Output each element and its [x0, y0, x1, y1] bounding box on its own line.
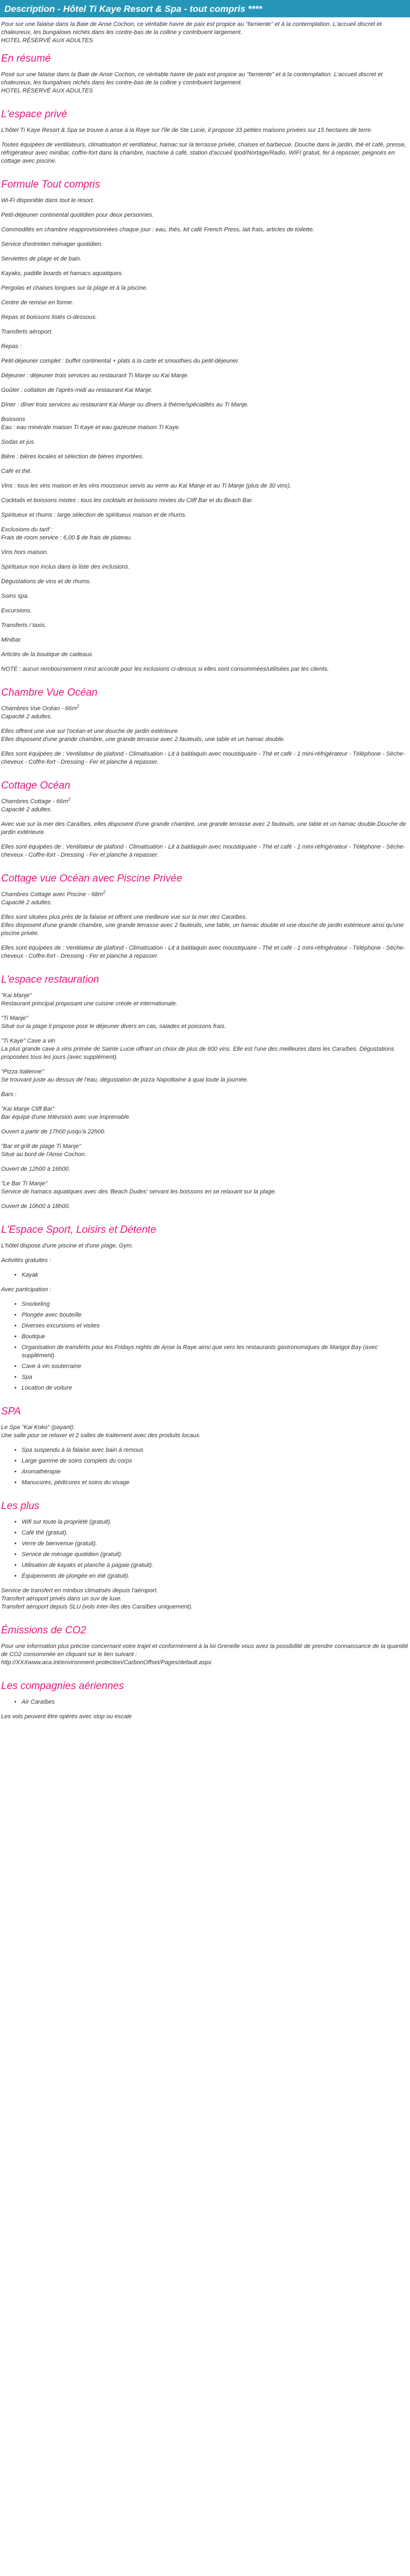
airlines-heading: Les compagnies aériennes — [1, 1680, 124, 1692]
free-activities-label: Activités gratuites : — [1, 1257, 51, 1264]
all-inclusive-line: Service d'entretien ménager quotidien. — [1, 241, 103, 248]
room-size-capacity — [1, 891, 409, 907]
all-inclusive-line: Spiritueux non inclus dans la liste des inclusions. — [1, 564, 130, 570]
all-inclusive-line: Déjeuner : déjeuner trois services au restaurant Ti Manje ou Kai Manje. — [1, 372, 189, 379]
extra-item: • Service de ménage quotidien (gratuit). — [22, 1551, 409, 1559]
room-size: Chambres Cottage - 66m — [1, 798, 68, 805]
private-space-equipment: Toutes équipées de ventilateurs, climatisation et ventilateur, hamac sur la terrasse privée, chaises et barbecue. Douche dans le jardin, thé et café, presse, réfrigérateur avec minibar, coffre-fort dans la chambre, machine à café, station d'accueil Ipod/Nortage/Radio, WIFI gratuit, fer à repasser, peignoirs en cottage avec piscine. — [1, 142, 406, 164]
summary-heading: En résumé — [1, 53, 51, 64]
all-inclusive-line: Café et thé. — [1, 468, 32, 475]
room-heading: Cottage vue Océan avec Piscine Privée — [1, 873, 182, 884]
extra-item: • Équipements de plongée en été (gratuit). — [22, 1572, 409, 1580]
paid-activity-item: • Spa — [22, 1373, 409, 1382]
all-inclusive-line: NOTE : aucun remboursement n'est accordé pour les inclusions ci-dessus si elles sont consommées/utilisées par les clients. — [1, 666, 329, 672]
private-space-intro: L'hôtel Ti Kaye Resort & Spa se trouve à anse à la Raye sur l'île de Ste Lucie, il propose 33 petites maisons privées sur 15 hectares de terre. — [1, 127, 373, 134]
restaurant-paragraph: "Le Bar Ti Manje" Service de hamacs aquatiques avec des 'Beach Dudes' servant les boissons en se relaxant sur la plage. — [1, 1180, 276, 1195]
spa-intro: Le Spa "Kai Koko" (payant): Une salle pour se relaxer et 2 salles de traitement avec des produits locaux. — [1, 1424, 201, 1439]
all-inclusive-line: Commodités en chambre réapprovisionnées chaque jour : eau, thés, kit café French Press, lait frais, articles de toilette. — [1, 226, 315, 233]
restaurant-paragraph: "Kai Manje" Restaurant principal proposant une cuisine créole et internationale. — [1, 992, 177, 1007]
restaurant-paragraph: "Ti Manje" Situé sur la plage il propose pour le déjeuner divers en cas, salades et poissons frais. — [1, 1015, 226, 1030]
all-inclusive-line: Dégustations de vins et de rhums. — [1, 578, 91, 585]
all-inclusive-line: Repas : — [1, 343, 22, 350]
paid-activity-item: • Location de voiture — [22, 1384, 409, 1392]
all-inclusive-line: Petit-déjeuner complet : buffet continental + plats à la carte et smoothies du petit-déjeuner. — [1, 358, 240, 364]
all-inclusive-line: Transferts aéroport. — [1, 329, 53, 335]
co2-text: Pour une information plus précise concernant votre trajet et conformément à la loi Grenelle vous avez la possibilité de prendre connaissance de la quantité de CO2 consommée en cliquant sur le lien suivant : http://XXXwww.aca.int/environment-protection/CarbonOffset/Pages/default.aspx — [1, 1643, 408, 1666]
extras-heading: Les plus — [1, 1500, 39, 1512]
page-title: Description - Hôtel Ti Kaye Resort & Spa - tout compris **** — [0, 0, 410, 17]
room-heading: Chambre Vue Océan — [1, 687, 98, 698]
extra-item: • Café thé (gratuit). — [22, 1529, 409, 1537]
spa-item: • Aromathérapie — [22, 1468, 409, 1476]
airlines-note: Les vols peuvent être opérés avec stop ou escale — [1, 1713, 132, 1720]
all-inclusive-line: Spiritueux et rhums : large sélection de spiritueux maison et de rhums. — [1, 512, 187, 518]
paid-activities-list — [1, 1300, 409, 1392]
all-inclusive-line: Goûter : collation de l'après-midi au restaurant Kai Manje. — [1, 387, 153, 393]
all-inclusive-line: Vins hors maison. — [1, 549, 49, 556]
room-size-unit: 2 — [76, 704, 80, 709]
all-inclusive-line: Articles de la boutique de cadeaux. — [1, 651, 94, 658]
adults-only-note: HOTEL RÉSERVÉ AUX ADULTES — [1, 88, 93, 94]
all-inclusive-line: Petit-déjeuner continental quotidien pour deux personnes. — [1, 212, 154, 218]
airline-item: • Air Caraïbes — [22, 1698, 409, 1706]
restaurant-paragraph: Ouvert de 12h00 à 16h00. — [1, 1166, 70, 1172]
room-description: Avec vue sur la mer des Caraïbes, elles disposent d'une grande chambre, une grande terrasse avec 2 fauteuils, une table et un hamac double.Douche de jardin extérieure. — [1, 821, 406, 836]
all-inclusive-line: Cocktails et boissons mixtes : tous les cocktails et boissons mixtes du Cliff Bar et du Beach Bar. — [1, 497, 254, 504]
all-inclusive-line: Centre de remise en forme. — [1, 299, 74, 306]
restaurant-paragraph: "Ti Kaye" Cave a vin La plus grande cave à vins primée de Sainte Lucie offrant un choix de plus de 600 vins. Elle est l'une des meilleures dans les Caraïbes. Dégustations proposées tous les jours (avec supplément). — [1, 1038, 394, 1060]
room-description: Elles offrent une vue sur l'océan et une douche de jardin extérieure. Elles disposent d'une grande chambre, une grande terrasse avec 2 fauteuils, une table et un hamac double. — [1, 728, 285, 743]
room-size-unit: 2 — [103, 890, 105, 895]
main-content — [0, 21, 410, 1721]
spa-item: • Manucures, pédicures et soins du visage — [22, 1479, 409, 1487]
paid-activity-item: • Organisation de transferts pour les Fridays nights de Anse la Raye ainsi que vers les restaurants gastronomiques de Marigot Bay (avec supplément) — [22, 1344, 409, 1360]
sports-heading: L'Espace Sport, Loisirs et Détente — [1, 1224, 156, 1236]
paid-activity-item: • Cave à vin souterraine — [22, 1363, 409, 1371]
room-equipment: Elles sont équipées de : Ventilateur de plafond - Climatisation - Lit à baldaquin avec moustiquaire - Thé et café - 1 mini-réfrigérateur - Téléphone - Sèche-cheveux - Coffre-fort - Dressing - Fer et planche à repasser. — [1, 751, 405, 765]
all-inclusive-line: Kayaks, paddle boards et hamacs aquatiques. — [1, 270, 123, 277]
all-inclusive-line: Dîner : dîner trois services au restaurant Kai Manje ou dîners à thème/spécialités au Ti Manje. — [1, 402, 249, 408]
sports-intro: L'hôtel dispose d'une piscine et d'une plage, Gym. — [1, 1243, 134, 1249]
all-inclusive-line: Repas et boissons listés ci-dessous. — [1, 314, 97, 321]
room-size-capacity — [1, 705, 409, 721]
all-inclusive-line: Serviettes de plage et de bain. — [1, 256, 82, 262]
all-inclusive-line: Bière : bières locales et sélection de bières importées. — [1, 453, 144, 460]
room-size-capacity — [1, 798, 409, 814]
all-inclusive-line: Minibar. — [1, 637, 22, 643]
spa-heading: SPA — [1, 1406, 21, 1417]
paid-activity-item: • Plongée avec bouteille — [22, 1311, 409, 1319]
all-inclusive-line: Sodas et jus. — [1, 439, 36, 445]
room-size: Chambres Vue Océan - 66m — [1, 705, 77, 712]
room-capacity: Capacité 2 adultes. — [1, 899, 52, 906]
restaurants-list — [1, 992, 409, 1211]
airlines-list — [1, 1698, 409, 1706]
private-space-heading: L'espace privé — [1, 109, 67, 120]
rooms-section — [1, 686, 409, 960]
restaurant-paragraph: "Bar et grill de plage Ti Manje" Situé au bord de l'Anse Cochon. — [1, 1143, 87, 1158]
room-equipment: Elles sont équipées de : Ventilateur de plafond - Climatisation - Lit à baldaquin avec moustiquaire - Thé et café - 1 mini-réfrigérateur - Téléphone - Sèche-cheveux - Coffre-fort - Dressing - Fer et planche à repasser. — [1, 945, 405, 959]
spa-list — [1, 1446, 409, 1487]
description-text: Pour sur une falaise dans la Baie de Anse Cochon, ce véritable havre de paix est propice au "farniente" et à la contemplation. L'accueil discret et chaleureux, les bungalows nichés dans les contre-bas de la colline y contribuent largement. HOTEL RÉSERVÉ AUX ADULTES — [1, 21, 382, 44]
room-heading: Cottage Océan — [1, 780, 70, 791]
restaurant-paragraph: "Kai Manje Cliff Bar" Bar équipé d'une télévision avec vue imprenable. — [1, 1106, 131, 1120]
spa-item: • Large gamme de soins complets du corps — [22, 1457, 409, 1465]
spa-item: • Spa suspendu à la falaise avec bain à remous — [22, 1446, 409, 1454]
adults-only-note: HOTEL RÉSERVÉ AUX ADULTES — [1, 37, 93, 44]
all-inclusive-line: Excursions. — [1, 608, 32, 614]
paid-activity-item: • Diverses excursions et visites — [22, 1322, 409, 1330]
co2-heading: Émissions de CO2 — [1, 1625, 87, 1636]
all-inclusive-line: Transferts / taxis. — [1, 622, 47, 629]
all-inclusive-line: Vins : tous les vins maison et les vins mousseux servis au verre au Kai Manje et au Ti Manje (plus de 30 vins). — [1, 483, 292, 489]
extras-list — [1, 1518, 409, 1580]
free-activities-list — [1, 1271, 409, 1279]
summary-text: Posé sur une falaise dans la Baie de Anse Cochon, ce véritable havre de paix est propice au "farniente" et à la contemplation. L'accueil discret et chaleureux, les bungalows nichés dans les contre-bas de la colline y contribuent largement. HOTEL RÉSERVÉ AUX ADULTES — [1, 71, 383, 94]
room-capacity: Capacité 2 adultes. — [1, 713, 52, 720]
extra-item: • Verre de bienvenue (gratuit). — [22, 1540, 409, 1548]
paid-activity-item: • Boutique — [22, 1333, 409, 1341]
extra-item: • Utilisation de kayaks et planche à pagaie (gratuit). — [22, 1561, 409, 1570]
restaurant-paragraph: Bars : — [1, 1091, 17, 1098]
all-inclusive-line: Exclusions du tarif : Frais de room service : 6,00 $ de frais de plateau. — [1, 526, 133, 541]
restaurants-heading: L'espace restauration — [1, 974, 100, 985]
room-size: Chambres Cottage avec Piscine - 68m — [1, 891, 103, 898]
all-inclusive-line: Boissons Eau : eau minérale maison Ti Kaye et eau gazeuse maison Ti Kaye. — [1, 416, 181, 431]
restaurant-paragraph: Ouvert de 10h00 à 18h00. — [1, 1203, 70, 1210]
restaurant-paragraph: "Pizza Italienne" Se trouvant juste au dessus de l'eau, dégustation de pizza Napolitaine à quai toute la journée. — [1, 1069, 249, 1083]
all-inclusive-line: Pergolas et chaises longues sur la plage et à la piscine. — [1, 285, 148, 291]
room-capacity: Capacité 2 adultes. — [1, 806, 52, 813]
free-activity-item: • Kayak — [22, 1271, 409, 1279]
all-inclusive-list — [1, 197, 409, 673]
transfers-text: Service de transfert en minibus climatisés depuis l'aéroport. Transfert aéroport privés dans un suv de luxe. Transfert aéroport depuis SLU (vols inter-îles des Caraïbes uniquement). — [1, 1587, 193, 1610]
room-description: Elles sont situées plus près de la falaise et offrent une meilleure vue sur la mer des Caraïbes. Elles disposent d'une grande chambre, une grande terrasse avec 2 fauteuils, une table, un hamac double et une douche de jardin extérieure ainsi qu'une piscine privée. — [1, 914, 404, 937]
all-inclusive-heading: Formule Tout compris — [1, 179, 101, 190]
paid-activities-label: Avec participation : — [1, 1286, 51, 1293]
all-inclusive-line: Wi-Fi disponible dans tout le resort. — [1, 197, 95, 204]
room-size-unit: 2 — [68, 797, 70, 802]
room-equipment: Elles sont équipées de : Ventilateur de plafond - Climatisation - Lit à baldaquin avec moustiquaire - Thé et café - 1 mini-réfrigérateur - Téléphone - Sèche-cheveux - Coffre-fort - Dressing - Fer et planche à repasser. — [1, 844, 405, 858]
restaurant-paragraph: Ouvert à partir de 17h00 jusqu'à 22h00. — [1, 1129, 106, 1135]
extra-item: • Wifi sur toute la propriété (gratuit). — [22, 1518, 409, 1526]
paid-activity-item: • Snorkeling — [22, 1300, 409, 1309]
all-inclusive-line: Soins spa. — [1, 593, 29, 599]
